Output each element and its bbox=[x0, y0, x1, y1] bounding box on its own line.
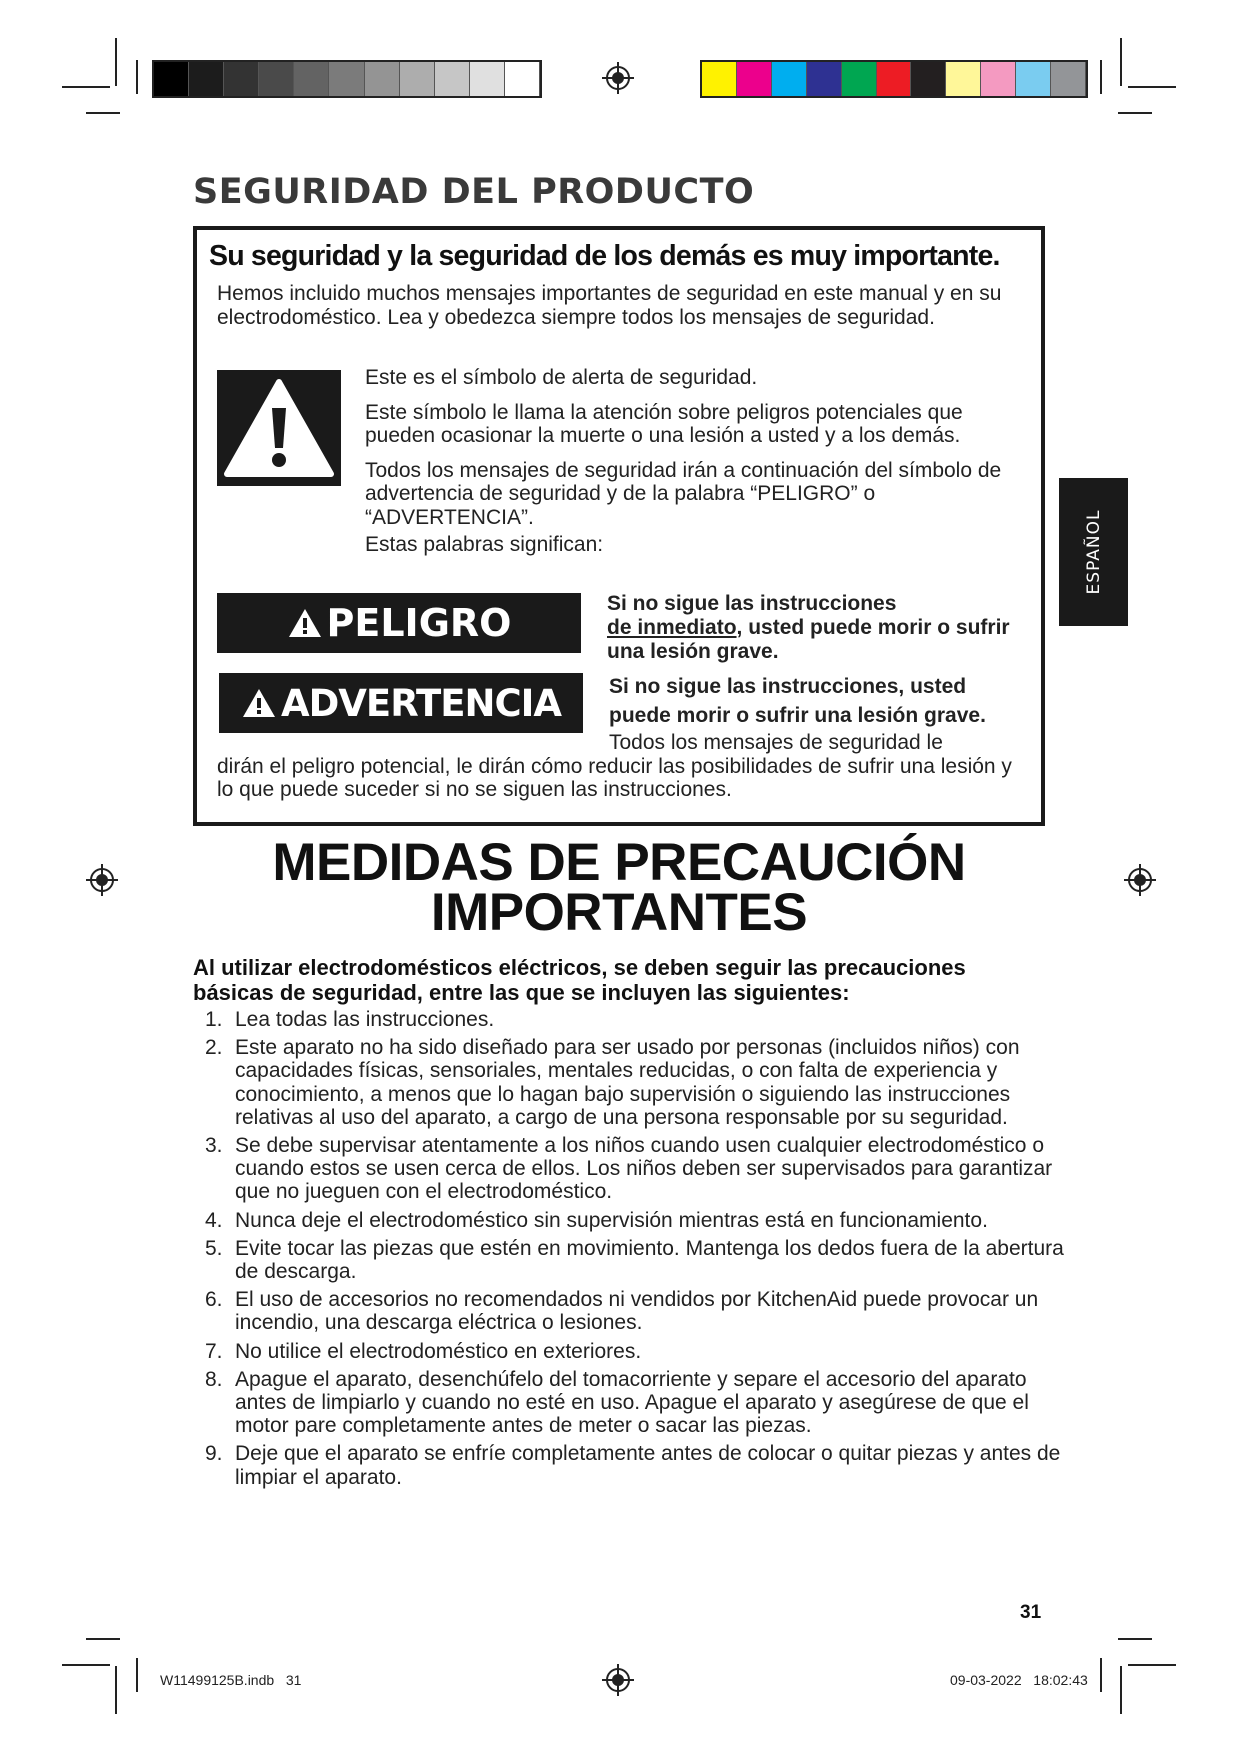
color-swatch bbox=[365, 62, 400, 96]
crop-mark bbox=[86, 112, 120, 114]
color-swatch bbox=[224, 62, 259, 96]
item-number: 9. bbox=[205, 1442, 223, 1466]
language-tab-label: ESPAÑOL bbox=[1083, 509, 1104, 595]
crop-mark bbox=[62, 86, 110, 88]
list-item bbox=[205, 1237, 1065, 1283]
item-number: 2. bbox=[205, 1036, 223, 1060]
list-item bbox=[205, 1209, 1065, 1232]
color-swatch bbox=[702, 62, 737, 96]
page-number: 31 bbox=[1020, 1602, 1042, 1623]
crop-mark bbox=[1120, 38, 1122, 86]
color-swatch bbox=[807, 62, 842, 96]
precautions-list bbox=[205, 1008, 1065, 1494]
color-swatch bbox=[154, 62, 189, 96]
crop-mark bbox=[1100, 1658, 1102, 1692]
item-text: Nunca deje el electrodoméstico sin supervisión mientras está en funcionamiento. bbox=[235, 1208, 988, 1232]
color-swatch bbox=[911, 62, 946, 96]
closing-text: dirán el peligro potencial, le dirán cómo reducir las posibilidades de sufrir una lesión y lo que puede suceder si no se siguen las instrucciones. bbox=[217, 754, 1012, 801]
crop-mark bbox=[1128, 86, 1176, 88]
list-item bbox=[205, 1442, 1065, 1488]
section-title: SEGURIDAD DEL PRODUCTO bbox=[193, 172, 755, 212]
item-number: 3. bbox=[205, 1134, 223, 1158]
registration-mark-icon bbox=[1124, 864, 1156, 896]
list-item bbox=[205, 1340, 1065, 1363]
crop-mark bbox=[86, 1638, 120, 1640]
item-text: El uso de accesorios no recomendados ni vendidos por KitchenAid puede provocar un incendio, una descarga eléctrica o lesiones. bbox=[235, 1288, 1039, 1335]
color-calibration-bar bbox=[700, 60, 1088, 98]
color-swatch bbox=[1051, 62, 1086, 96]
color-swatch bbox=[981, 62, 1016, 96]
crop-mark bbox=[136, 1658, 138, 1692]
registration-mark-icon bbox=[86, 864, 118, 896]
warning-word: ADVERTENCIA bbox=[280, 681, 562, 725]
item-text: Apague el aparato, desenchúfelo del tomacorriente y separe el accesorio del aparato antes de limpiarlo y cuando no esté en uso. Apague el aparato y asegúrese de que el motor pare completamente antes de meter o sacar las piezas. bbox=[235, 1367, 1029, 1438]
crop-mark bbox=[1120, 1666, 1122, 1714]
safety-box-intro: Hemos incluido muchos mensajes importantes de seguridad en este manual y en su electrodoméstico. Lea y obedezca siempre todos los mensajes de seguridad. bbox=[217, 282, 1002, 329]
color-swatch bbox=[329, 62, 364, 96]
item-number: 6. bbox=[205, 1288, 223, 1312]
color-swatch bbox=[842, 62, 877, 96]
closing-text: Todos los mensajes de seguridad le bbox=[609, 731, 943, 754]
main-heading-line: IMPORTANTES bbox=[430, 883, 808, 942]
list-item bbox=[205, 1036, 1065, 1129]
item-text: Deje que el aparato se enfríe completamente antes de colocar o quitar piezas y antes de limpiar el aparato. bbox=[235, 1442, 1061, 1489]
item-number: 8. bbox=[205, 1367, 223, 1391]
list-item bbox=[205, 1288, 1065, 1334]
color-swatch bbox=[189, 62, 224, 96]
item-number: 1. bbox=[205, 1008, 223, 1031]
color-swatch bbox=[294, 62, 329, 96]
danger-desc-text: , usted puede morir o sufrir una lesión grave. bbox=[607, 616, 1010, 663]
alert-paragraph: Este es el símbolo de alerta de seguridad. bbox=[365, 366, 758, 389]
color-swatch bbox=[435, 62, 470, 96]
crop-mark bbox=[115, 1666, 117, 1714]
footer-timestamp: 09-03-2022 18:02:43 bbox=[950, 1672, 1088, 1688]
list-item bbox=[205, 1008, 1065, 1031]
item-text: Se debe supervisar atentamente a los niños cuando usen cualquier electrodoméstico o cuando estos se usen cerca de ellos. Los niños deben ser supervisados para garantizar que no jueguen con el electrodoméstico. bbox=[235, 1134, 1053, 1204]
main-heading-line: MEDIDAS DE PRECAUCIÓN bbox=[272, 833, 966, 892]
color-swatch bbox=[259, 62, 294, 96]
alert-paragraph: Todos los mensajes de seguridad irán a continuación del símbolo de advertencia de seguridad y de la palabra “PELIGRO” o “ADVERTENCIA”. bbox=[365, 458, 1002, 529]
color-swatch bbox=[737, 62, 772, 96]
list-item bbox=[205, 1368, 1065, 1438]
gray-scale-bar bbox=[152, 60, 542, 98]
item-text: Este aparato no ha sido diseñado para ser usado por personas (incluidos niños) con capacidades físicas, sensoriales, mentales reducidas, o con falta de experiencia y conocimiento, a menos que lo hagan bajo supervisión o siguiendo las instrucciones relativas al uso del aparato, a cargo de una persona responsable por su seguridad. bbox=[235, 1036, 1020, 1129]
safety-alert-description bbox=[365, 366, 1025, 568]
warning-triangle-icon bbox=[241, 687, 277, 719]
list-item bbox=[205, 1134, 1065, 1204]
crop-mark bbox=[1100, 60, 1102, 94]
color-swatch bbox=[400, 62, 435, 96]
color-swatch bbox=[877, 62, 912, 96]
crop-mark bbox=[1118, 1638, 1152, 1640]
alert-paragraph: Estas palabras significan: bbox=[365, 533, 604, 556]
warning-triangle-icon bbox=[287, 607, 323, 639]
safety-alert-triangle-icon bbox=[217, 370, 341, 486]
main-heading bbox=[193, 833, 1045, 942]
item-number: 4. bbox=[205, 1208, 223, 1232]
color-swatch bbox=[470, 62, 505, 96]
crop-mark bbox=[136, 60, 138, 94]
item-number: 5. bbox=[205, 1236, 223, 1260]
precautions-lead: Al utilizar electrodomésticos eléctricos, se deben seguir las precauciones básicas de seguridad, entre las que se incluyen las siguientes: bbox=[193, 955, 966, 1005]
warning-description: Si no sigue las instrucciones, usted puede morir o sufrir una lesión grave. bbox=[609, 675, 986, 727]
danger-description bbox=[607, 592, 1027, 664]
crop-mark bbox=[115, 38, 117, 86]
crop-mark bbox=[62, 1664, 110, 1666]
item-text: Evite tocar las piezas que estén en movimiento. Mantenga los dedos fuera de la abertura de descarga. bbox=[235, 1236, 1064, 1284]
color-swatch bbox=[772, 62, 807, 96]
warning-signal-label bbox=[219, 673, 583, 733]
color-swatch bbox=[505, 62, 540, 96]
language-tab bbox=[1059, 478, 1128, 626]
item-text: Lea todas las instrucciones. bbox=[235, 1008, 495, 1031]
color-swatch bbox=[946, 62, 981, 96]
alert-paragraph: Este símbolo le llama la atención sobre peligros potenciales que pueden ocasionar la muerte o una lesión a usted y a los demás. bbox=[365, 400, 963, 447]
danger-desc-emphasis: de inmediato bbox=[607, 616, 737, 639]
danger-word: PELIGRO bbox=[326, 601, 512, 645]
safety-message-box bbox=[193, 226, 1045, 826]
safety-box-heading: Su seguridad y la seguridad de los demás es muy importante. bbox=[209, 240, 1000, 272]
item-number: 7. bbox=[205, 1339, 223, 1363]
registration-mark-icon bbox=[602, 62, 634, 94]
item-text: No utilice el electrodoméstico en exteriores. bbox=[235, 1339, 642, 1363]
crop-mark bbox=[1128, 1664, 1176, 1666]
registration-mark-icon bbox=[602, 1664, 634, 1696]
danger-desc-text: Si no sigue las instrucciones bbox=[607, 592, 897, 615]
safety-box-closing bbox=[217, 731, 1032, 802]
color-swatch bbox=[1016, 62, 1051, 96]
footer-file-name: W11499125B.indb 31 bbox=[160, 1672, 302, 1688]
danger-signal-label bbox=[217, 593, 581, 653]
crop-mark bbox=[1118, 112, 1152, 114]
